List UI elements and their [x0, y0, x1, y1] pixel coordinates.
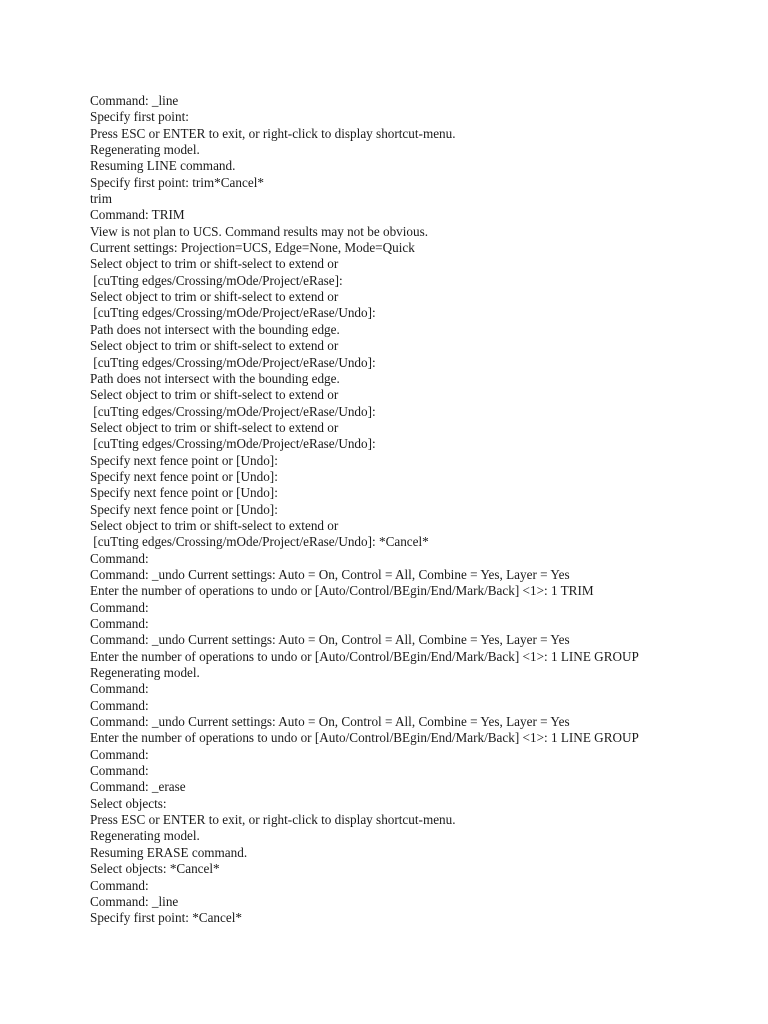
command-log-line: Command:	[90, 616, 149, 631]
command-log-line: Command: _undo Current settings: Auto = On, Control = All, Combine = Yes, Layer = Yes	[90, 632, 570, 648]
command-log-line: Command: _undo Current settings: Auto = On, Control = All, Combine = Yes, Layer = Yes	[90, 566, 570, 582]
command-log-line: View is not plan to UCS. Command results may not be obvious.	[90, 223, 429, 239]
command-log-line: [cuTting edges/Crossing/mOde/Project/eRase/Undo]:	[90, 305, 376, 321]
command-log-line: Command: _line	[90, 893, 179, 909]
command-log-line: Select object to trim or shift-select to extend or	[90, 517, 339, 533]
command-log-line: Command:	[90, 599, 149, 615]
command-log-line: Press ESC or ENTER to exit, or right-click to display shortcut-menu.	[90, 812, 456, 828]
command-log-line: Command:	[90, 550, 149, 566]
command-log-line: Select object to trim or shift-select to extend or	[90, 419, 339, 435]
command-log-line: Select object to trim or shift-select to extend or	[90, 338, 339, 354]
command-log-line: Regenerating model.	[90, 665, 200, 681]
command-log-line: Command:	[90, 681, 149, 697]
command-log-line: Enter the number of operations to undo or [Auto/Control/BEgin/End/Mark/Back] <1>: 1 LINE GROUP	[90, 648, 639, 664]
command-log-line: Specify next fence point or [Undo]:	[90, 501, 278, 517]
command-log-line: Resuming ERASE command.	[90, 844, 248, 860]
command-log-line: Select object to trim or shift-select to extend or	[90, 256, 339, 272]
command-log-line: Press ESC or ENTER to exit, or right-click to display shortcut-menu.	[90, 125, 456, 141]
command-log-line: Select objects:	[90, 795, 167, 811]
command-log-line: Specify next fence point or [Undo]:	[90, 485, 278, 501]
command-log-line: trim	[90, 191, 112, 207]
command-log-line: Command:	[90, 746, 149, 762]
command-log-line: Resuming LINE command.	[90, 158, 236, 174]
command-log-line: Command:	[90, 697, 149, 713]
command-log-line: Select objects: *Cancel*	[90, 861, 220, 877]
command-log-line: Select object to trim or shift-select to extend or	[90, 289, 339, 305]
command-log-line: Enter the number of operations to undo or [Auto/Control/BEgin/End/Mark/Back] <1>: 1 LINE GROUP	[90, 730, 639, 746]
command-log-line: Specify next fence point or [Undo]:	[90, 468, 278, 484]
command-log-line: Command: TRIM	[90, 207, 185, 223]
command-log-line: [cuTting edges/Crossing/mOde/Project/eRase/Undo]:	[90, 436, 376, 452]
command-log-line: [cuTting edges/Crossing/mOde/Project/eRase/Undo]: *Cancel*	[90, 534, 429, 550]
command-log-line: Command: _line	[90, 93, 179, 108]
command-log-line: [cuTting edges/Crossing/mOde/Project/eRase]:	[90, 272, 343, 288]
command-log-line: Select object to trim or shift-select to extend or	[90, 387, 339, 403]
command-log-line: Path does not intersect with the bounding edge.	[90, 321, 340, 337]
command-log-line: Specify first point: trim*Cancel*	[90, 174, 264, 190]
command-log-line: Current settings: Projection=UCS, Edge=None, Mode=Quick	[90, 240, 415, 256]
command-log-line: Specify first point:	[90, 109, 189, 125]
command-log-line: Command:	[90, 763, 149, 779]
command-log-line: Regenerating model.	[90, 828, 200, 844]
command-history-log	[90, 93, 730, 927]
command-log-line: Command: _undo Current settings: Auto = On, Control = All, Combine = Yes, Layer = Yes	[90, 714, 570, 730]
command-log-line: Command: _erase	[90, 779, 186, 795]
command-log-line: Specify first point: *Cancel*	[90, 910, 242, 926]
command-log-line: [cuTting edges/Crossing/mOde/Project/eRase/Undo]:	[90, 354, 376, 370]
command-log-line: Command:	[90, 877, 149, 893]
command-log-line: [cuTting edges/Crossing/mOde/Project/eRase/Undo]:	[90, 403, 376, 419]
command-log-line: Specify next fence point or [Undo]:	[90, 452, 278, 468]
command-log-line: Enter the number of operations to undo or [Auto/Control/BEgin/End/Mark/Back] <1>: 1 TRIM	[90, 583, 594, 599]
command-log-line: Path does not intersect with the bounding edge.	[90, 370, 340, 386]
command-log-line: Regenerating model.	[90, 142, 200, 158]
